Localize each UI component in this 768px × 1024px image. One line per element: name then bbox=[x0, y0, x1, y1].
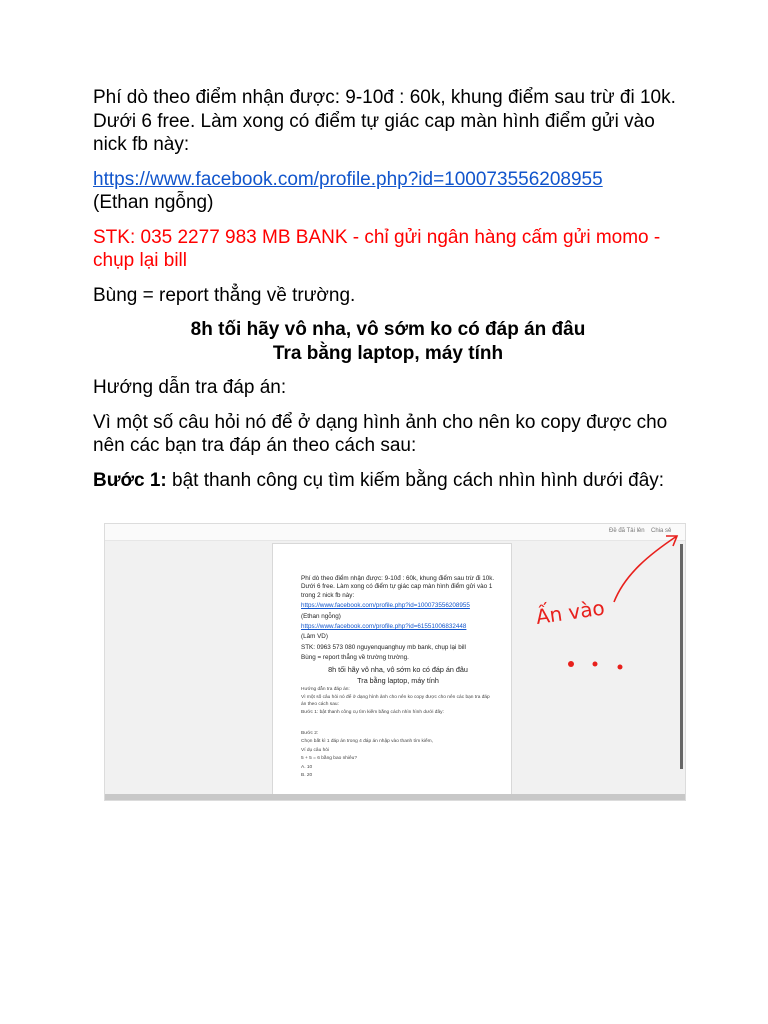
mini-bank: STK: 0963 573 080 nguyenquanghuy mb bank, chụp lại bill bbox=[301, 643, 466, 651]
facebook-profile-link[interactable]: https://www.facebook.com/profile.php?id=100073556208955 bbox=[93, 168, 603, 190]
mini-name-2: (Lâm VD) bbox=[301, 633, 328, 641]
fee-paragraph: Phí dò theo điểm nhận được: 9-10đ : 60k, khung điểm sau trừ đi 10k. Dưới 6 free. Làm xong có điểm tự giác cap màn hình điểm gửi vào nick fb này: bbox=[93, 87, 676, 155]
notice-line-device: Tra bằng laptop, máy tính bbox=[272, 342, 504, 364]
mini-question: 5 + 5 = 6 bằng bao nhiêu? bbox=[301, 756, 358, 762]
mini-name-1: (Ethan ngỗng) bbox=[301, 612, 341, 620]
annotation-dot bbox=[568, 661, 574, 667]
step1-label: Bước 1: bbox=[93, 469, 167, 491]
facebook-paragraph bbox=[93, 168, 683, 215]
mini-example: Ví dụ câu hỏi bbox=[301, 747, 330, 753]
step1-paragraph bbox=[93, 469, 683, 493]
mini-option-b: B. 20 bbox=[301, 773, 313, 779]
notice-line-time: 8h tối hãy vô nha, vô sớm ko có đáp án đâu bbox=[190, 319, 586, 340]
step1-text: bật thanh công cụ tìm kiếm bằng cách nhìn hình dưới đây: bbox=[166, 469, 665, 491]
share-label: Chia sẻ bbox=[651, 528, 672, 534]
mini-step1: Bước 1: bật thanh công cụ tìm kiếm bằng cách nhìn hình dưới đây: bbox=[301, 710, 444, 716]
annotation-dot bbox=[593, 662, 598, 667]
annotation-arrow-icon bbox=[614, 536, 677, 602]
viewer-bottom-bar bbox=[105, 794, 685, 800]
mini-fee: Phí dò theo điểm nhận được: 9-10đ : 60k, khung điểm sau trừ đi 10k. Dưới 6 free. Làm xong có điểm tự giác cap màn hình điểm gửi vào 1 trong 2 nick fb này: bbox=[301, 575, 495, 599]
annotation-dot bbox=[618, 665, 623, 670]
guide-heading: Hướng dẫn tra đáp án: bbox=[93, 377, 287, 398]
annotation-text: Ấn vào bbox=[534, 595, 607, 629]
document-body bbox=[93, 86, 683, 503]
mini-link-2: https://www.facebook.com/profile.php?id=61551006832448 bbox=[301, 623, 467, 631]
mini-step2-text: Chọn bất kì 1 đáp án trong 4 đáp án nhập vào thanh tìm kiếm, bbox=[301, 739, 434, 745]
mini-center-2: Tra bằng laptop, máy tính bbox=[357, 675, 439, 685]
mini-option-a: A. 10 bbox=[301, 764, 313, 770]
reason-paragraph: Vì một số câu hỏi nó để ở dạng hình ảnh cho nên ko copy được cho nên các bạn tra đáp án theo cách sau: bbox=[93, 411, 668, 456]
red-annotation-overlay bbox=[105, 524, 686, 801]
mini-guide: Hướng dẫn tra đáp án: bbox=[301, 686, 350, 692]
uploaded-label: Đề đã Tải lên bbox=[609, 528, 645, 534]
centered-notice bbox=[93, 318, 683, 365]
embedded-screenshot bbox=[104, 523, 686, 801]
mini-report: Bùng = report thẳng về trường trường. bbox=[301, 654, 409, 662]
mini-step2: Bước 2: bbox=[301, 730, 319, 736]
report-paragraph: Bùng = report thẳng về trường. bbox=[93, 284, 356, 306]
mini-reason: Vì một số câu hỏi nó để ở dạng hình ảnh cho nên ko copy được cho nên các bạn tra đáp án theo cách sau: bbox=[301, 695, 490, 707]
mini-center-1: 8h tối hãy vô nha, vô sớm ko có đáp án đâu bbox=[328, 664, 468, 674]
mini-link-1: https://www.facebook.com/profile.php?id=100073556208955 bbox=[301, 602, 470, 610]
bank-account-paragraph: STK: 035 2277 983 MB BANK - chỉ gửi ngân hàng cấm gửi momo - chụp lại bill bbox=[93, 226, 661, 271]
facebook-name: (Ethan ngỗng) bbox=[93, 192, 214, 213]
